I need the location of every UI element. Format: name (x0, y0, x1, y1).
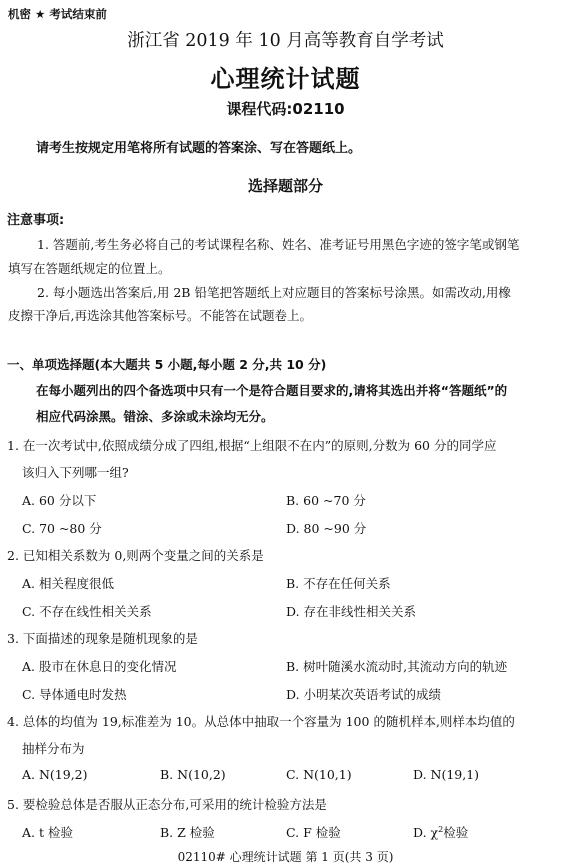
answer-instruction: 请考生按规定用笔将所有试题的答案涂、写在答题纸上。 (36, 141, 362, 156)
q1-option-c: C. 70 ~80 分 (22, 521, 102, 536)
q4-option-d: D. N(19,1) (413, 767, 480, 782)
part1-desc-line-1: 在每小题列出的四个备选项中只有一个是符合题目要求的,请将其选出并将“答题纸”的 (36, 383, 508, 398)
q5-option-d-suffix: 检验 (443, 825, 469, 840)
section-title: 选择题部分 (247, 177, 323, 195)
q1-option-a: A. 60 分以下 (22, 493, 97, 508)
q3-stem: 3. 下面描述的现象是随机现象的是 (7, 631, 198, 646)
q5-option-d (413, 823, 468, 841)
q5-option-b: B. Z 检验 (160, 825, 215, 840)
exam-title: 浙江省 2019 年 10 月高等教育自学考试 (127, 31, 444, 51)
q2-option-c: C. 不存在线性相关关系 (22, 604, 152, 619)
q4-option-a: A. N(19,2) (22, 767, 88, 782)
q2-stem: 2. 已知相关系数为 0,则两个变量之间的关系是 (7, 548, 264, 563)
q1-stem-line-1: 1. 在一次考试中,依照成绩分成了四组,根据“上组限不在内”的原则,分数为 60 分的同学应 (7, 438, 497, 453)
q1-option-b: B. 60 ~70 分 (286, 493, 366, 508)
notes-item-1-line-2: 填写在答题纸规定的位置上。 (8, 261, 171, 276)
q5-stem: 5. 要检验总体是否服从正态分布,可采用的统计检验方法是 (7, 797, 327, 812)
q2-option-b: B. 不存在任何关系 (286, 576, 391, 591)
q2-option-a: A. 相关程度很低 (22, 576, 114, 591)
notes-title: 注意事项: (7, 213, 65, 228)
course-code: 课程代码:02110 (226, 100, 345, 118)
q2-option-d: D. 存在非线性相关关系 (286, 604, 417, 619)
part1-desc-line-2: 相应代码涂黑。错涂、多涂或未涂均无分。 (36, 409, 274, 424)
q5-option-d-prefix: D. χ (413, 825, 439, 840)
subject-title: 心理统计试题 (210, 65, 361, 93)
q3-option-b: B. 树叶随溪水流动时,其流动方向的轨迹 (286, 659, 508, 674)
q5-option-c: C. F 检验 (286, 825, 341, 840)
q3-option-c: C. 导体通电时发热 (22, 687, 127, 702)
page-footer: 02110# 心理统计试题 第 1 页(共 3 页) (177, 850, 394, 864)
q3-option-a: A. 股市在休息日的变化情况 (22, 659, 177, 674)
q1-stem-line-2: 该归入下列哪一组? (22, 465, 129, 480)
q4-option-b: B. N(10,2) (160, 767, 226, 782)
q4-stem-line-1: 4. 总体的均值为 19,标准差为 10。从总体中抽取一个容量为 100 的随机样本,则样本均值的 (7, 714, 515, 729)
notes-item-2-line-2: 皮擦干净后,再选涂其他答案标号。不能答在试题卷上。 (8, 308, 312, 323)
q5-option-d-superscript: 2 (438, 824, 444, 834)
confidential-label: 机密 ★ 考试结束前 (8, 7, 107, 21)
notes-item-1-line-1: 1. 答题前,考生务必将自己的考试课程名称、姓名、准考证号用黑色字迹的签字笔或钢笔 (37, 237, 520, 252)
q1-option-d: D. 80 ~90 分 (286, 521, 367, 536)
q4-stem-line-2: 抽样分布为 (22, 741, 85, 756)
q4-option-c: C. N(10,1) (286, 767, 352, 782)
part1-heading: 一、单项选择题(本大题共 5 小题,每小题 2 分,共 10 分) (7, 357, 327, 372)
notes-item-2-line-1: 2. 每小题选出答案后,用 2B 铅笔把答题纸上对应题目的答案标号涂黑。如需改动,用橡 (37, 285, 511, 300)
q5-option-a: A. t 检验 (22, 825, 73, 840)
q3-option-d: D. 小明某次英语考试的成绩 (286, 687, 442, 702)
